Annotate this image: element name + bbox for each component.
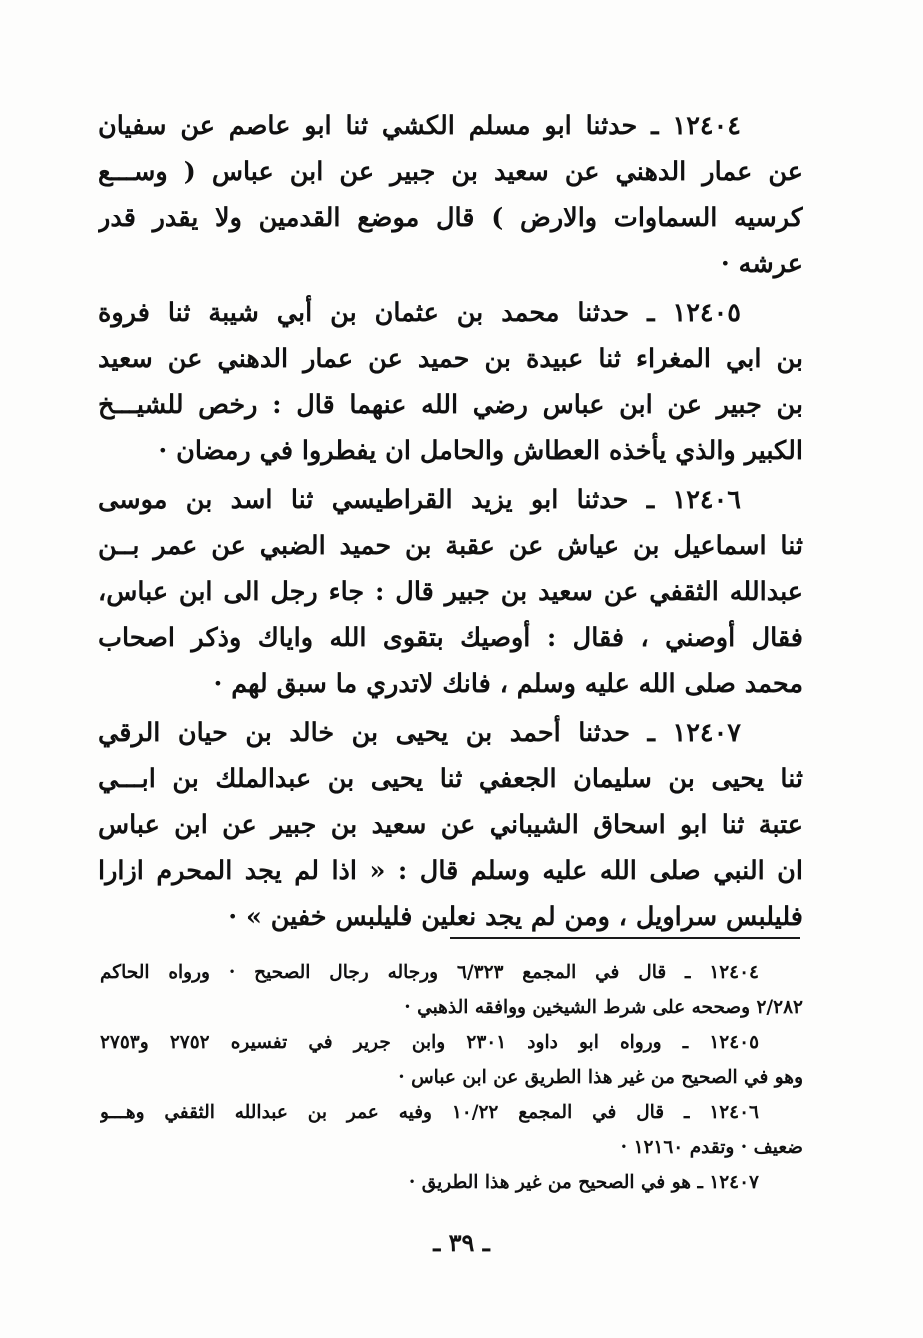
text-line: فليلبس سراويل ، ومن لم يجد نعلين فليلبس خفين » · [228,902,803,932]
footnotes [100,955,803,1200]
footnote [100,1025,803,1095]
text-line: ١٢٤٠٧ ـ حدثنا أحمد بن يحيى بن خالد بن حيان الرقي [98,718,741,748]
text-line: ثنا اسماعيل بن عياش عن عقبة بن حميد الضبي عن عمر بــن [98,531,803,561]
footnote [100,955,803,1025]
text-line: بن ابي المغراء ثنا عبيدة بن حميد عن عمار الدهني عن سعيد [98,344,803,374]
text-line: ان النبي صلى الله عليه وسلم قال : « اذا لم يجد المحرم ازارا [98,856,803,886]
footnote-line: وهو في الصحيح من غير هذا الطريق عن ابن عباس · [398,1067,803,1088]
main-text [98,103,803,940]
page-number: ـ ٣٩ ـ [433,1228,490,1257]
text-line: عن عمار الدهني عن سعيد بن جبير عن ابن عباس ( وســـع [98,157,803,187]
text-line: ١٢٤٠٤ ـ حدثنا ابو مسلم الكشي ثنا ابو عاصم عن سفيان [98,111,741,141]
hadith-paragraph [98,290,803,474]
hadith-paragraph [98,103,803,287]
text-line: الكبير والذي يأخذه العطاش والحامل ان يفطروا في رمضان · [158,436,803,466]
text-line: بن جبير عن ابن عباس رضي الله عنهما قال : رخص للشيـــخ [98,390,803,420]
text-line: ١٢٤٠٦ ـ حدثنا ابو يزيد القراطيسي ثنا اسد بن موسى [98,485,741,515]
text-line: عرشه · [720,249,803,279]
footnote [100,1095,803,1165]
text-line: عبدالله الثقفي عن سعيد بن جبير قال : جاء رجل الى ابن عباس، [98,577,803,607]
footnote-line: ١٢٤٠٦ ـ قال في المجمع ١٠/٢٢ وفيه عمر بن عبدالله الثقفي وهـــو [100,1102,759,1123]
footnote-line: ٢/٢٨٢ وصححه على شرط الشيخين ووافقه الذهبي · [404,997,803,1018]
text-line: فقال أوصني ، فقال : أوصيك بتقوى الله واياك وذكر اصحاب [98,623,803,653]
text-line: محمد صلى الله عليه وسلم ، فانك لاتدري ما سبق لهم · [213,669,803,699]
footnote-line: ١٢٤٠٥ ـ ورواه ابو داود ٢٣٠١ وابن جرير في تفسيره ٢٧٥٢ و٢٧٥٣ [100,1032,760,1053]
footnote-line: ضعيف · وتقدم ١٢١٦٠ · [620,1137,803,1158]
footnote-divider [450,937,800,939]
footnote-line: ١٢٤٠٧ ـ هو في الصحيح من غير هذا الطريق · [408,1172,759,1193]
text-line: كرسيه السماوات والارض ) قال موضع القدمين ولا يقدر قدر [98,203,803,233]
footnote-line: ١٢٤٠٤ ـ قال في المجمع ٦/٣٢٣ ورجاله رجال الصحيح · ورواه الحاكم [100,962,759,983]
hadith-paragraph [98,477,803,707]
footnote [100,1165,803,1200]
text-line: ١٢٤٠٥ ـ حدثنا محمد بن عثمان بن أبي شيبة ثنا فروة [98,298,741,328]
text-line: ثنا يحيى بن سليمان الجعفي ثنا يحيى بن عبدالملك بن ابـــي [98,764,803,794]
text-line: عتبة ثنا ابو اسحاق الشيباني عن سعيد بن جبير عن ابن عباس [98,810,803,840]
hadith-paragraph [98,710,803,940]
